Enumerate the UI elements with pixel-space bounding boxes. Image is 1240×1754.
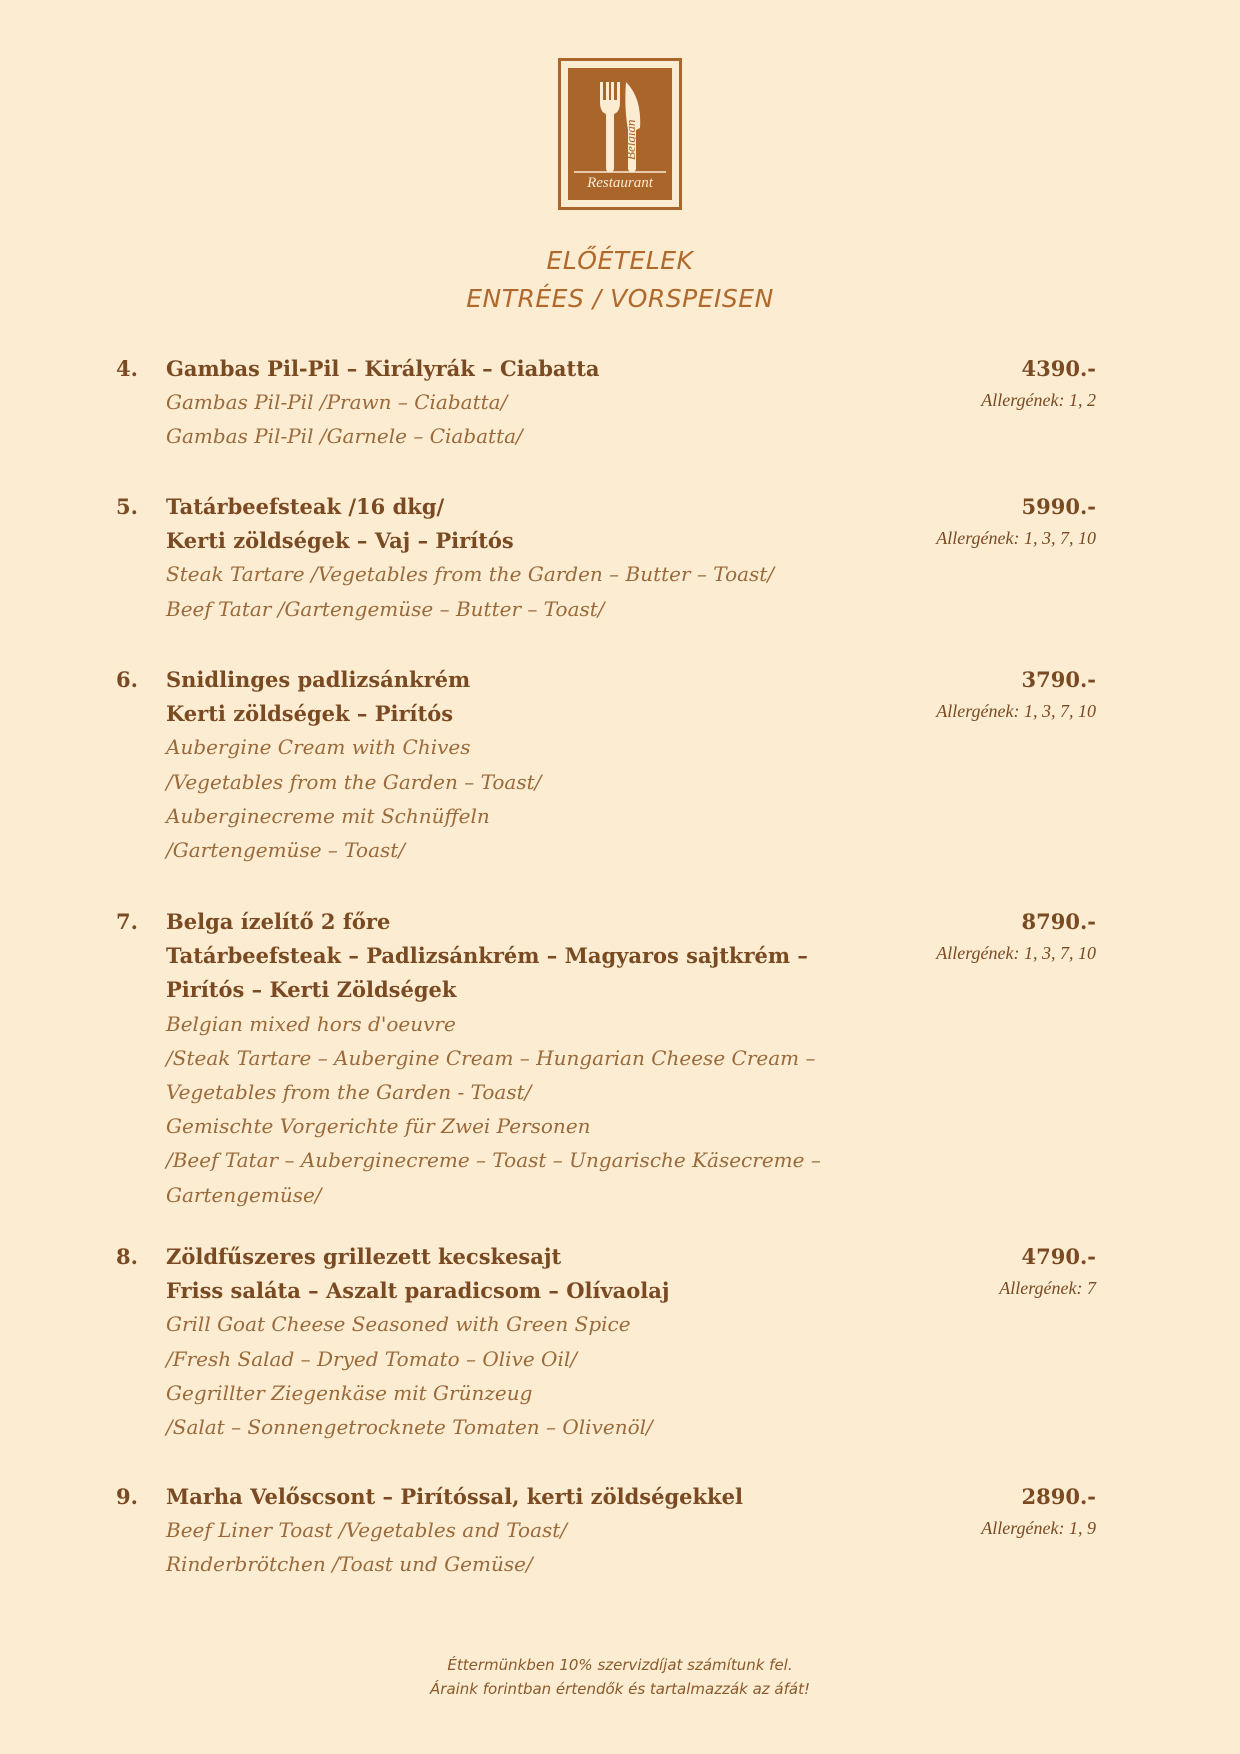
menu-item-name-hu: Pirítós – Kerti Zöldségek: [166, 977, 457, 1003]
menu-item-translation: Grill Goat Cheese Seasoned with Green Spice: [166, 1312, 631, 1337]
menu-item-name-hu: Tatárbeefsteak /16 dkg/: [166, 494, 445, 519]
menu-item-name-hu: Kerti zöldségek – Pirítós: [166, 701, 454, 727]
menu-item-price: 8790.-: [1021, 909, 1096, 934]
menu-item-allergens: Allergének: 1, 3, 7, 10: [936, 528, 1096, 548]
menu-item-price: 5990.-: [1021, 494, 1096, 519]
footer-vat-note: Áraink forintban értendők és tartalmazzák az áfát!: [430, 1680, 810, 1698]
menu-item-translation: Gambas Pil-Pil /Prawn – Ciabatta/: [166, 390, 508, 415]
menu-item-translation: Gambas Pil-Pil /Garnele – Ciabatta/: [166, 424, 523, 449]
menu-item-price: 4790.-: [1021, 1244, 1096, 1269]
menu-item-number: 5.: [116, 494, 138, 519]
menu-item-number: 9.: [116, 1484, 138, 1509]
menu-item-translation: /Fresh Salad – Dryed Tomato – Olive Oil/: [166, 1346, 577, 1371]
menu-item-translation: /Salat – Sonnengetrocknete Tomaten – Olivenöl/: [166, 1415, 653, 1439]
menu-item-number: 7.: [116, 909, 138, 934]
menu-item-price: 2890.-: [1021, 1484, 1096, 1509]
menu-item-name-hu: Friss saláta – Aszalt paradicsom – Olívaolaj: [166, 1278, 670, 1304]
menu-item-translation: /Steak Tartare – Aubergine Cream – Hungarian Cheese Cream –: [166, 1045, 816, 1070]
section-title-en-de: ENTRÉES / VORSPEISEN: [466, 284, 774, 313]
menu-item-name-hu: Belga ízelítő 2 főre: [166, 909, 391, 934]
menu-item-translation: Vegetables from the Garden - Toast/: [166, 1080, 532, 1104]
restaurant-logo: [558, 58, 682, 210]
menu-item-translation: /Beef Tatar – Auberginecreme – Toast – Ungarische Käsecreme –: [166, 1148, 821, 1173]
section-title-hu: ELŐÉTELEK: [546, 246, 694, 275]
menu-item-name-hu: Zöldfűszeres grillezett kecskesajt: [166, 1244, 562, 1269]
menu-item-name-hu: Gambas Pil-Pil – Királyrák – Ciabatta: [166, 356, 600, 381]
menu-item-allergens: Allergének: 1, 9: [981, 1518, 1096, 1538]
logo-panel: [568, 68, 672, 200]
menu-item-translation: Gartengemüse/: [166, 1182, 322, 1207]
menu-item-translation: Rinderbrötchen /Toast und Gemüse/: [166, 1552, 533, 1577]
menu-item-translation: Belgian mixed hors d'oeuvre: [166, 1011, 456, 1036]
menu-item-price: 4390.-: [1021, 356, 1096, 381]
menu-item-name-hu: Snidlinges padlizsánkrém: [166, 667, 471, 692]
menu-item-translation: Auberginecreme mit Schnüffeln: [166, 803, 490, 828]
menu-item-allergens: Allergének: 7: [999, 1278, 1096, 1298]
menu-item-name-hu: Marha Velőscsont – Pirítóssal, kerti zöldségekkel: [166, 1484, 743, 1509]
menu-item-translation: Gegrillter Ziegenkäse mit Grünzeug: [166, 1380, 533, 1405]
logo-word-belgian: Belgian: [623, 119, 638, 160]
logo-word-restaurant: Restaurant: [587, 175, 653, 191]
menu-item-translation: Aubergine Cream with Chives: [166, 735, 471, 760]
menu-item-translation: /Gartengemüse – Toast/: [166, 838, 406, 862]
menu-item-name-hu: Kerti zöldségek – Vaj – Pirítós: [166, 528, 514, 554]
menu-item-name-hu: Tatárbeefsteak – Padlizsánkrém – Magyaros sajtkrém –: [166, 943, 808, 969]
menu-item-number: 6.: [116, 667, 138, 692]
menu-item-translation: /Vegetables from the Garden – Toast/: [166, 769, 542, 794]
menu-item-translation: Beef Liner Toast /Vegetables and Toast/: [166, 1518, 568, 1543]
menu-item-number: 8.: [116, 1244, 138, 1269]
menu-item-allergens: Allergének: 1, 3, 7, 10: [936, 943, 1096, 963]
menu-item-translation: Gemischte Vorgerichte für Zwei Personen: [166, 1114, 591, 1139]
footer-service-note: Éttermünkben 10% szervizdíjat számítunk fel.: [447, 1656, 793, 1674]
menu-item-number: 4.: [116, 356, 138, 381]
menu-item-allergens: Allergének: 1, 2: [981, 390, 1096, 410]
menu-item-allergens: Allergének: 1, 3, 7, 10: [936, 701, 1096, 721]
menu-item-price: 3790.-: [1021, 667, 1096, 692]
menu-item-translation: Beef Tatar /Gartengemüse – Butter – Toast/: [166, 596, 605, 621]
menu-item-translation: Steak Tartare /Vegetables from the Garden – Butter – Toast/: [166, 562, 775, 587]
